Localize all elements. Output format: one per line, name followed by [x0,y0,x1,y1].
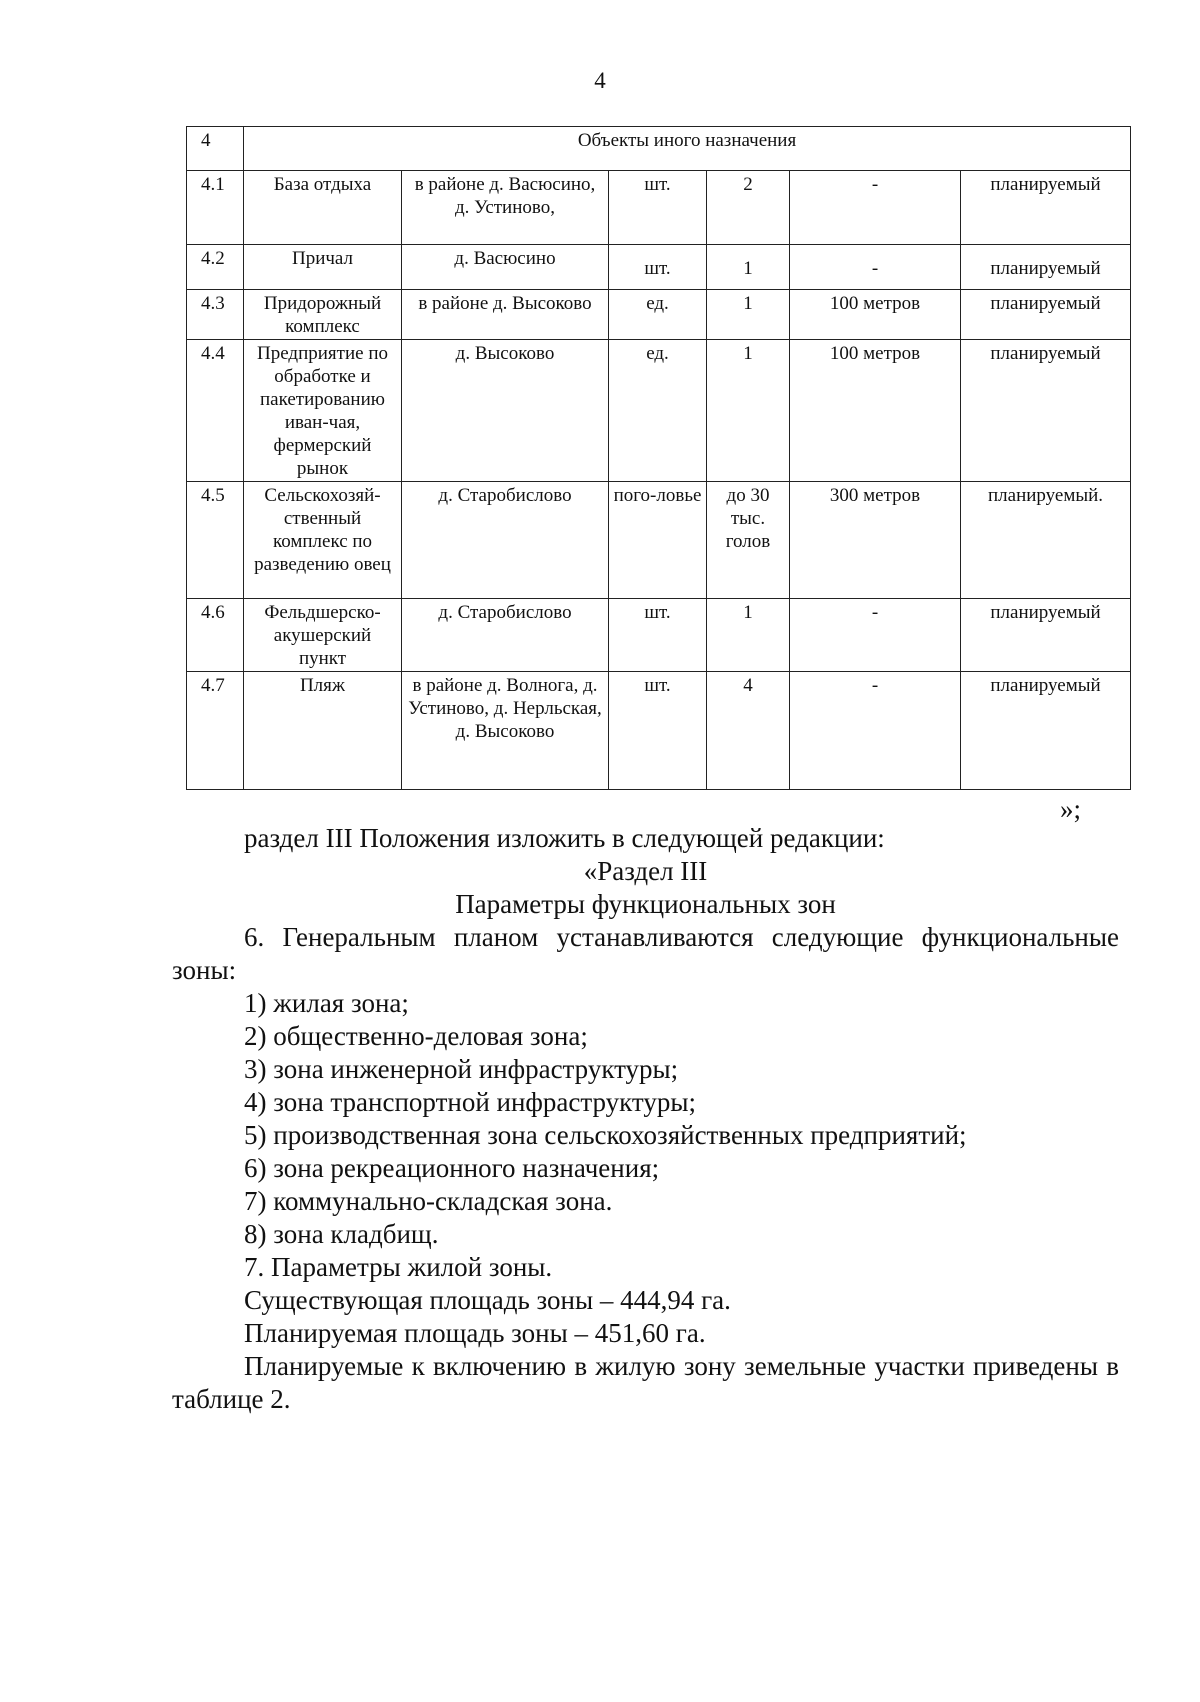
object-name: Сельскохозяй-ственный комплекс по разведению овец [244,482,402,599]
object-name: Причал [244,245,402,290]
object-zone: 100 метров [790,290,961,340]
object-zone: - [790,599,961,672]
object-location: в районе д. Васюсино, д. Устиново, [402,171,609,245]
table-row [187,171,1131,245]
object-zone: 100 метров [790,340,961,482]
zone-list-item: 2) общественно-деловая зона; [244,1021,588,1051]
page-number: 4 [594,68,606,93]
zone-list-item: 8) зона кладбищ. [244,1219,439,1249]
section-title: Параметры функциональных зон [455,889,836,919]
object-location: д. Высоково [402,340,609,482]
table-row [187,482,1131,599]
planned-area: Планируемая площадь зоны – 451,60 га. [244,1318,706,1348]
object-name: Предприятие по обработке и пакетированию иван-чая, фермерский рынок [244,340,402,482]
object-quantity: 1 [707,599,790,672]
row-number: 4.5 [187,482,244,599]
row-number: 4.7 [187,672,244,790]
object-name: Фельдшерско-акушерский пункт [244,599,402,672]
zone-list-item: 7) коммунально-складская зона. [244,1186,613,1216]
zone-list-item: 1) жилая зона; [244,988,409,1018]
zone-list-item: 5) производственная зона сельскохозяйственных предприятий; [244,1120,967,1150]
object-quantity: до 30 тыс. голов [707,482,790,599]
object-status: планируемый [961,171,1131,245]
object-unit: ед. [609,340,707,482]
zone-list-item: 6) зона рекреационного назначения; [244,1153,660,1183]
objects-table [186,126,1131,790]
object-status: планируемый [961,672,1131,790]
table-row [187,672,1131,790]
object-zone: - [790,245,961,290]
object-unit: шт. [609,171,707,245]
object-unit: ед. [609,290,707,340]
object-quantity: 2 [707,171,790,245]
object-status: планируемый [961,340,1131,482]
object-status: планируемый. [961,482,1131,599]
plots-paragraph: Планируемые к включению в жилую зону земельные участки приведены в таблице 2. [172,1351,1119,1414]
object-name: Пляж [244,672,402,790]
row-number: 4.2 [187,245,244,290]
table-row [187,599,1131,672]
object-location: д. Старобислово [402,599,609,672]
table-section-row [187,127,1131,171]
section-title: Объекты иного назначения [244,127,1131,171]
object-location: в районе д. Волнога, д. Устиново, д. Нерльская, д. Высоково [402,672,609,790]
object-quantity: 1 [707,340,790,482]
paragraph-7: 7. Параметры жилой зоны. [244,1252,553,1282]
paragraph-6: 6. Генеральным планом устанавливаются следующие функциональные зоны: [172,922,1119,985]
amendment-intro: раздел III Положения изложить в следующей редакции: [244,823,885,853]
zone-list-item: 3) зона инженерной инфраструктуры; [244,1054,679,1084]
object-name: База отдыха [244,171,402,245]
row-number: 4.6 [187,599,244,672]
body-text [172,822,1119,1416]
object-location: в районе д. Высоково [402,290,609,340]
table-row [187,340,1131,482]
object-status: планируемый [961,245,1131,290]
object-status: планируемый [961,599,1131,672]
table-row [187,290,1131,340]
object-status: планируемый [961,290,1131,340]
object-quantity: 1 [707,245,790,290]
object-location: д. Старобислово [402,482,609,599]
object-quantity: 1 [707,290,790,340]
object-unit: пого-ловье [609,482,707,599]
closing-quote: »; [1060,794,1082,824]
object-unit: шт. [609,672,707,790]
row-number: 4.4 [187,340,244,482]
existing-area: Существующая площадь зоны – 444,94 га. [244,1285,731,1315]
row-number: 4.3 [187,290,244,340]
object-location: д. Васюсино [402,245,609,290]
table-row [187,245,1131,290]
section-heading: «Раздел III [583,856,708,886]
object-unit: шт. [609,245,707,290]
row-number: 4.1 [187,171,244,245]
object-zone: 300 метров [790,482,961,599]
object-quantity: 4 [707,672,790,790]
object-zone: - [790,171,961,245]
object-unit: шт. [609,599,707,672]
zone-list-item: 4) зона транспортной инфраструктуры; [244,1087,696,1117]
object-zone: - [790,672,961,790]
object-name: Придорожный комплекс [244,290,402,340]
section-number: 4 [187,127,244,171]
